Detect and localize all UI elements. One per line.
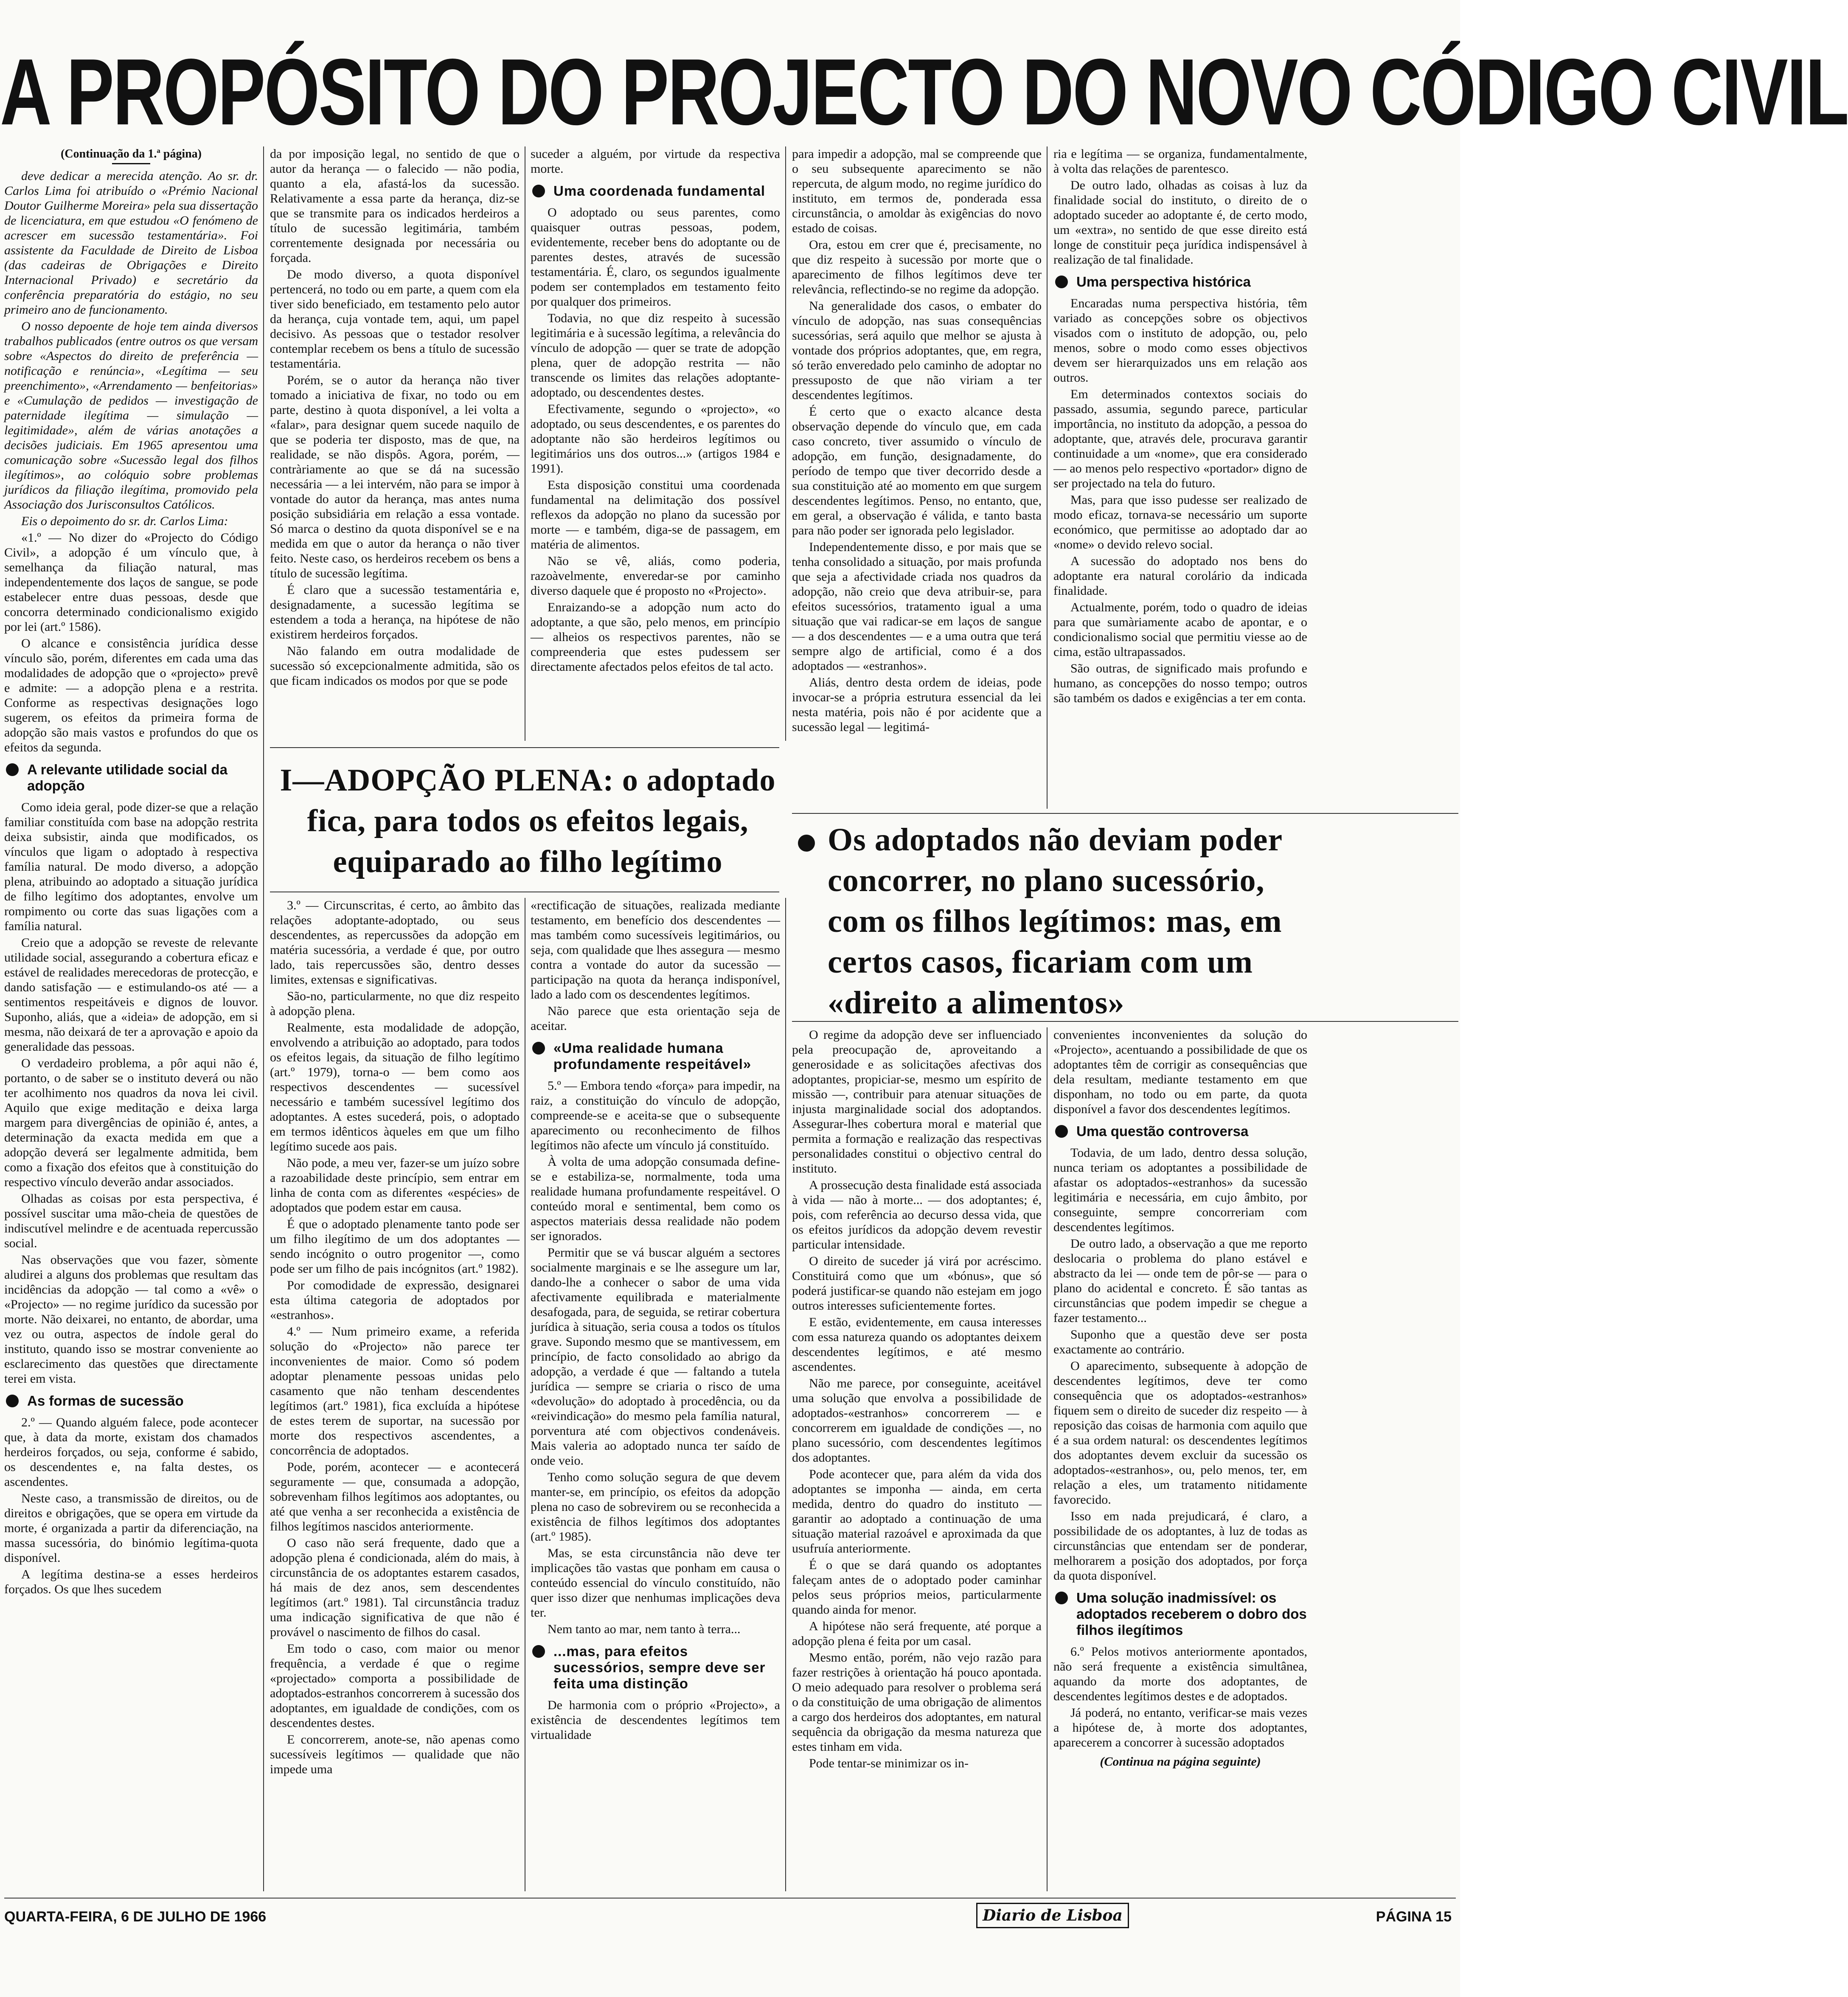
body-paragraph: Esta disposição constitui uma coordenada fundamental na delimitação dos possível reflexos da adopção no plano da sucessão por morte — e também, diga-se de passagem, em matéria de alimentos. <box>531 478 780 551</box>
footer-rule <box>4 1898 1456 1899</box>
body-paragraph: Nem tanto ao mar, nem tanto à terra... <box>548 1622 741 1636</box>
body-paragraph: 5.º — Embora tendo «força» para impedir, na raiz, a constituição do vínculo de adopção, compreende-se e aceita-se que o subsequente aparecimento ou reconhecimento de filhos legítimos não afecte um vínculo já constituído. <box>531 1079 780 1152</box>
masthead-logo: Diario de Lisboa <box>976 1903 1129 1928</box>
bullet-icon <box>532 1042 545 1055</box>
body-paragraph: Creio que a adopção se reveste de relevante utilidade social, assegurando a cobertura eficaz e estável de realidades merecedoras de protecção, e dando satisfação — e estimulando-os até — a sentimentos respeitáveis e dignos de louvor. Suponho, aliás, que a «ideia» de adopção, em si mesma, não deixará de ter a aprovação e apoio da generalidade das pessoas. <box>4 936 258 1054</box>
body-paragraph: Não pode, a meu ver, fazer-se um juízo sobre a razoabilidade deste princípio, sem entrar em linha de conta com as diferentes «espécies» de adoptados que podem estar em causa. <box>270 1156 520 1215</box>
body-paragraph: E concorrerem, anote-se, não apenas como sucessíveis legítimos — qualidade que não impede uma <box>270 1733 520 1776</box>
body-paragraph: da por imposição legal, no sentido de que o autor da herança — o falecido — não podia, quanto a ela, afastá-los da sucessão. Relativamente a essa parte da herança, diz-se que se transmite para os indicados herdeiros a título de sucessão legitimária, também correntemente designada por necessária ou forçada. <box>270 147 520 265</box>
section-rule <box>792 1021 1458 1022</box>
column-5-upper <box>1053 146 1307 809</box>
body-paragraph: Neste caso, a transmissão de direitos, ou de direitos e obrigações, que se opera em virtude da morte, é organizada a partir da diferenciação, na massa sucessória, do binómio legítima-quota disponível. <box>4 1491 258 1565</box>
body-paragraph: Tenho como solução segura de que devem manter-se, em princípio, os efeitos da adopção plena no caso de sobrevirem ou se reconhecida a existência de filhos legítimos dos adoptantes (art.º 1985). <box>531 1470 780 1544</box>
body-paragraph: O direito de suceder já virá por acréscimo. Constituirá como que um «bónus», que só poderá justificar-se quando não estejam em jogo outros interesses suficientemente fortes. <box>792 1254 1042 1313</box>
column-4-lower <box>792 1027 1042 1891</box>
body-paragraph: Mesmo então, porém, não vejo razão para fazer restrições à orientação há pouco apontada. O meio adequado para resolver o problema será o da constituição de uma obrigação de alimentos a cargo dos herdeiros dos adoptantes, em natural sequência da obrigação da mesma natureza que estes tinham em vida. <box>792 1651 1042 1754</box>
body-paragraph: De outro lado, olhadas as coisas à luz da finalidade social do instituto, o direito de o adoptado suceder ao adoptante é, de certo modo, um «extra», no sentido de que esse direito está longe de constituir peça jurídica indispensável à realização de tal finalidade. <box>1053 178 1307 267</box>
body-paragraph: De harmonia com o próprio «Projecto», a existência de descendentes legítimos tem virtualidade <box>531 1698 780 1742</box>
body-paragraph: Não me parece, por conseguinte, aceitável uma solução que envolva a possibilidade de adoptados-«estranhos» concorrerem — e concorrerem em igualdade de condições —, no plano sucessório, com descendentes legítimos dos adoptantes. <box>792 1376 1042 1465</box>
subheading: Uma questão controversa <box>1053 1123 1307 1139</box>
body-paragraph: O aparecimento, subsequente à adopção de descendentes legítimos, deve ter como consequência que os adoptados-«estranhos» fiquem sem o direito de suceder diz respeito — à reposição das coisas de harmonia com aquilo que é a sua ordem natural: os descendentes legítimos dos adoptantes devem excluir da sucessão os adoptados-«estranhos», ou, pelo menos, ter, em relação a eles, um tratamento nitidamente favorecido. <box>1053 1359 1307 1507</box>
column-rule <box>1047 146 1048 809</box>
body-paragraph: A sucessão do adoptado nos bens do adoptante era natural corolário da indicada finalidade. <box>1053 554 1307 598</box>
body-paragraph: Nas observações que vou fazer, sòmente aludirei a alguns dos problemas que resultam das incidências da adopção — tal como a «vê» o «Projecto» — no regime jurídico da sucessão por morte. Não deixarei, no entanto, de abordar, uma vez ou outra, aspectos de índole geral do instituto, quando isso se mostrar conveniente ao esclarecimento das questões que directamente terei em vista. <box>4 1253 258 1386</box>
body-paragraph: Pode, porém, acontecer — e acontecerá seguramente — que, consumada a adopção, sobrevenham filhos legítimos aos adoptantes, ou até que venha a ser reconhecida a existência de filhos legítimos nascidos anteriormente. <box>270 1460 520 1533</box>
column-1 <box>4 146 258 1891</box>
bullet-icon <box>532 1645 545 1658</box>
body-paragraph: Isso em nada prejudicará, é claro, a possibilidade de os adoptantes, à luz de todas as circunstâncias que entendam ser de ponderar, melhorarem a posição dos adoptados, por força da quota disponível. <box>1053 1509 1307 1583</box>
intro-paragraph: Eis o depoimento do sr. dr. Carlos Lima: <box>21 514 228 528</box>
body-paragraph: Actualmente, porém, todo o quadro de ideias para que sumàriamente acabo de apontar, e o condicionalismo social que permitiu viesse ao de cima, estão ultrapassados. <box>1053 600 1307 659</box>
body-paragraph: Mas, se esta circunstância não deve ter implicações tão vastas que ponham em causa o conteúdo essencial do vínculo constituído, não quer isso dizer que nenhumas implicações deva ter. <box>531 1546 780 1620</box>
subheading: Uma solução inadmissível: os adoptados receberem o dobro dos filhos ilegítimos <box>1053 1590 1307 1638</box>
bullet-icon <box>1055 1592 1068 1604</box>
body-paragraph: Independentemente disso, e por mais que se tenha consolidado a situação, por mais profunda que seja a afectividade criada nos quadros da adopção, não creio que deva atribuir-se, para efeitos sucessórios, tratamento igual a uma situação que vai radicar-se em laços de sangue — a dos descendentes — e a uma outra que terá sempre algo de artificial, como é a dos adoptados — «estranhos». <box>792 540 1042 673</box>
body-paragraph: 4.º — Num primeiro exame, a referida solução do «Projecto» não parece ter inconvenientes de maior. Como só podem adoptar plenamente pessoas unidas pelo casamento que não tenham descendentes legítimos (art.º 1981), fica excluída a hipótese de estes terem de suportar, na sucessão por morte dos respectivos ascendentes, a concorrência de adoptados. <box>270 1325 520 1457</box>
continuation-note: (Continua na página seguinte) <box>1100 1755 1261 1769</box>
page-headline: A PROPÓSITO DO PROJECTO DO NOVO CÓDIGO CIVIL <box>0 39 1848 145</box>
body-paragraph: Por comodidade de expressão, designarei esta última categoria de adoptados por «estranhos». <box>270 1278 520 1322</box>
body-paragraph: O adoptado ou seus parentes, como quaisquer outras pessoas, podem, evidentemente, receber bens do adoptante ou de parentes destes, através de sucessão testamentária. É, claro, os segundos igualmente podem ser contemplados em testamento feito por qualquer dos primeiros. <box>531 205 780 309</box>
body-paragraph: Aliás, dentro desta ordem de ideias, pode invocar-se a própria estrutura essencial da lei nesta matéria, pois não é por acidente que a sucessão legal — legitimá- <box>792 675 1042 734</box>
body-paragraph: 3.º — Circunscritas, é certo, ao âmbito das relações adoptante-adoptado, ou seus descendentes, as repercussões da adopção em matéria sucessória, a verdade é que, por outro lado, tais repercussões são, dentro desses limites, extensas e significativas. <box>270 898 520 987</box>
footer-date: QUARTA-FEIRA, 6 DE JULHO DE 1966 <box>4 1909 267 1925</box>
section-headline: I—ADOPÇÃO PLENA: o adoptado fica, para todos os efeitos legais, equiparado ao filho legítimo <box>280 763 776 879</box>
column-rule <box>785 146 786 741</box>
intro-paragraph: O nosso depoente de hoje tem ainda diversos trabalhos publicados (entre outros os que versam sobre «Aspectos do direito de preferência — notificação e renúncia», «Legítima — seu preenchimento», «Arrendamento — benfeitorias» e «Cumulação de pedidos — investigação de paternidade ilegítima — simulação — legitimidade», além de várias anotações a decisões judiciais. Em 1965 apresentou uma comunicação sobre «Sucessão legal dos filhos ilegítimos», ao colóquio sobre problemas jurídicos da filiação ilegítima, promovido pela Associação dos Jurisconsultos Católicos. <box>4 319 258 512</box>
column-3-upper <box>531 146 780 743</box>
body-paragraph: Não falando em outra modalidade de sucessão só excepcionalmente admitida, são os que ficam indicados os modos por que se pode <box>270 644 520 688</box>
body-paragraph: ria e legítima — se organiza, fundamentalmente, à volta das relações de parentesco. <box>1053 147 1307 176</box>
subheading: A relevante utilidade social da adopção <box>4 762 258 794</box>
column-3-lower <box>531 898 780 1891</box>
section-rule <box>792 813 1458 814</box>
body-paragraph: Não parece que esta orientação seja de aceitar. <box>531 1004 780 1033</box>
continuation-note: (Continuação da 1.ª página) <box>4 146 258 164</box>
body-paragraph: É certo que o exacto alcance desta observação depende do vínculo que, em cada caso concreto, tiver assumido o vínculo de adopção, em função, designadamente, do período de tempo que tiver decorrido desde a sua constituição até ao momento em que surgem descendentes legítimos. Penso, no entanto, que, em geral, a observação é válida, e tanto basta para não poder ser ignorada pelo legislador. <box>792 405 1042 537</box>
subheading: Uma perspectiva histórica <box>1053 274 1307 290</box>
body-paragraph: E estão, evidentemente, em causa interesses com essa natureza quando os adoptantes deixem descendentes legítimos, e até mesmo ascendentes. <box>792 1315 1042 1374</box>
body-paragraph: É o que se dará quando os adoptantes faleçam antes de o adoptado poder caminhar pelos seus próprios meios, particularmente quando ainda for menor. <box>792 1558 1042 1617</box>
body-paragraph: 6.º Pelos motivos anteriormente apontados, não será frequente a existência simultânea, aquando da morte dos adoptantes, de descendentes legítimos destes e de adoptados. <box>1053 1645 1307 1703</box>
body-paragraph: Porém, se o autor da herança não tiver tomado a iniciativa de fixar, no todo ou em parte, destino à quota disponível, a lei volta a «falar», para designar quem sucede naquilo de que se poderia ter disposto, mas de que, na realidade, se não dispôs. Agora, porém, — contràriamente ao que se dá na sucessão necessária — a lei intervém, não para se impor à vontade do autor da herança, mas antes numa posição subsidiária em relação a essa vontade. Só marca o destino da quota disponível se e na medida em que o autor da herança o não tiver feito. Neste caso, os herdeiros recebem os bens a título de sucessão legítima. <box>270 373 520 580</box>
subheading: «Uma realidade humana profundamente respeitável» <box>531 1040 780 1072</box>
column-4-upper <box>792 146 1042 809</box>
section-headline: Os adoptados não deviam poder concorrer, no plano sucessório, com os filhos legítimos: mas, em certos casos, ficariam com um «direito a alimentos» <box>798 819 1456 1023</box>
footer-page-number: PÁGINA 15 <box>1376 1909 1452 1925</box>
body-paragraph: Como ideia geral, pode dizer-se que a relação familiar constituída com base na adopção restrita deixa subsistir, ainda que modificados, os vínculos que ligam o adoptado à respectiva família natural. De modo diverso, a adopção plena, atribuindo ao adoptado a situação jurídica de filho legítimo dos adoptantes, envolve um rompimento ou corte das suas ligações com a família natural. <box>4 800 258 933</box>
body-paragraph: suceder a alguém, por virtude da respectiva morte. <box>531 147 780 176</box>
bullet-icon <box>1055 1125 1068 1138</box>
body-paragraph: Suponho que a questão deve ser posta exactamente ao contrário. <box>1053 1328 1307 1356</box>
body-paragraph: Realmente, esta modalidade de adopção, envolvendo a atribuição ao adoptado, para todos os efeitos legais, da situação de filho legítimo (art.º 1979), torna-o — bem como aos respectivos descendentes — sucessível necessário e também sucessível legítimo dos adoptantes. A estes sucederá, pois, o adoptado em termos idênticos àqueles em que um filho legítimo sucede aos pais. <box>270 1021 520 1153</box>
body-paragraph: Todavia, no que diz respeito à sucessão legitimária e à sucessão legítima, a relevância do vínculo de adopção — quer se trate de adopção plena, quer de adopção restrita — não transcende os limites das relações adoptante-adoptado, ou descendentes destes. <box>531 311 780 399</box>
column-2-upper <box>270 146 520 743</box>
body-paragraph: Pode tentar-se minimizar os in- <box>809 1756 969 1770</box>
body-paragraph: Em todo o caso, com maior ou menor frequência, a verdade é que o regime «projectado» comporta a possibilidade de adoptados-estranhos concorrerem à sucessão dos adoptantes, em igualdade de condições, com os descendentes destes. <box>270 1642 520 1730</box>
subheading: Uma coordenada fundamental <box>531 183 780 199</box>
column-rule <box>1047 1027 1048 1891</box>
body-paragraph: O caso não será frequente, dado que a adopção plena é condicionada, além do mais, à circunstância de os adoptantes estarem casados, há mais de dez anos, sem descendentes legítimos (art.º 1981). Tal circunstância traduz uma indicação significativa de que não é provável o nascimento de filhos do casal. <box>270 1536 520 1639</box>
body-paragraph: «rectificação de situações, realizada mediante testamento, em benefício dos descendentes — mas também como sucessíveis legitimários, ou seja, com qualidade que lhes assegura — mesmo contra a vontade do autor da sucessão — participação na quota da herança indisponível, lado a lado com os descendentes legítimos. <box>531 898 780 1001</box>
bullet-icon <box>6 1395 19 1407</box>
body-paragraph: convenientes inconvenientes da solução do «Projecto», acentuando a possibilidade de que os adoptantes têm de corrigir as consequências que dela resultam, mediante testamento em que disponham, no todo ou em parte, da quota disponível a favor dos descendentes legítimos. <box>1053 1028 1307 1116</box>
body-paragraph: O verdadeiro problema, a pôr aqui não é, portanto, o de saber se o instituto deverá ou não ter acolhimento nos quadros da nova lei civil. Aquilo que exige meditação e deixa larga margem para divergências de opinião é, antes, a determinação da exacta medida em que a adopção deverá ser legalmente admitida, bem como a fixação dos efeitos que à constituição do respectivo vínculo deverão andar associados. <box>4 1056 258 1189</box>
body-paragraph: O regime da adopção deve ser influenciado pela preocupação de, aproveitando a generosidade e as solicitações afectivas dos adoptantes, propiciar-se, mesmo um espírito de missão —, contribuir para atenuar situações de injusta marginalidade social dos adoptandos. Assegurar-lhes cobertura moral e material que permita a formação e realização das respectivas personalidades constitui o objectivo central do instituto. <box>792 1028 1042 1176</box>
body-paragraph: Pode acontecer que, para além da vida dos adoptantes se imponha — ainda, em certa medida, dentro do quadro do instituto — garantir ao adoptado a continuação de uma situação material razoável e aproximada da que usufruía anteriormente. <box>792 1467 1042 1555</box>
subheading: ...mas, para efeitos sucessórios, sempre deve ser feita uma distinção <box>531 1643 780 1692</box>
body-paragraph: Não se vê, aliás, como poderia, razoàvelmente, enveredar-se por caminho diverso daquele que é proposto no «Projecto». <box>531 554 780 598</box>
body-paragraph: Enraizando-se a adopção num acto do adoptante, a que são, pelo menos, em princípio — alheios os respectivos parentes, não se compreenderia que estes pudessem ser directamente afectados pelos efeitos de tal acto. <box>531 600 780 674</box>
column-5-lower <box>1053 1027 1307 1891</box>
body-paragraph: O alcance e consistência jurídica desse vínculo são, porém, diferentes em cada uma das modalidades de adopção que o «projecto» prevê e admite: — a adopção plena e a restrita. Conforme as respectivas designações logo sugerem, os efeitos da primeira forma de adopção são mais vastos e profundos do que os efeitos da segunda. <box>4 636 258 754</box>
body-paragraph: São-no, particularmente, no que diz respeito à adopção plena. <box>270 989 520 1018</box>
body-paragraph: Mas, para que isso pudesse ser realizado de modo eficaz, tornava-se necessário um suporte económico, que permitisse ao adoptado dar ao «nome» o devido relevo social. <box>1053 493 1307 551</box>
body-paragraph: Encaradas numa perspectiva história, têm variado as concepções sobre os objectivos visados com o instituto de adopção, ou, pelo menos, sobre o modo como esses objectivos devem ser hierarquizados uns em relação aos outros. <box>1053 296 1307 385</box>
body-paragraph: A prossecução desta finalidade está associada à vida — não à morte... — dos adoptantes; é, pois, com referência ao decurso dessa vida, que os efeitos jurídicos da adopção devem revestir particular intensidade. <box>792 1178 1042 1252</box>
bullet-icon <box>532 185 545 197</box>
body-paragraph: Ora, estou em crer que é, precisamente, no que diz respeito à sucessão por morte que o aparecimento de filhos legítimos deve ter relevância, reflectindo-se no regime da adopção. <box>792 238 1042 296</box>
body-paragraph: São outras, de significado mais profundo e humano, as concepções do nosso tempo; outros são também os dados e exigências a ter em conta. <box>1053 661 1307 705</box>
body-paragraph: 2.º — Quando alguém falece, pode acontecer que, à data da morte, existam dos chamados herdeiros forçados, ou seja, conforme é sabido, os descendentes e, na falta destes, os ascendentes. <box>4 1415 258 1489</box>
body-paragraph: «1.º — No dizer do «Projecto do Código Civil», a adopção é um vínculo que, à semelhança da filiação natural, mas independentemente dos laços de sangue, se pode estabelecer entre duas pessoas, desde que concorra determinado condicionalismo exigido por lei (art.º 1586). <box>4 531 258 634</box>
intro-paragraph: deve dedicar a merecida atenção. Ao sr. dr. Carlos Lima foi atribuído o «Prémio Nacional Doutor Guilherme Moreira» pela sua dissertação de licenciatura, em que estudou «O fenómeno de acrescer em sucessão testamentária». Foi assistente da Faculdade de Direito de Lisboa (das cadeiras de Obrigações e Direito Internacional Privado) e secretário da conferência preparatória do estágio, no seu primeiro ano de funcionamento. <box>4 169 258 317</box>
column-rule <box>785 898 786 1891</box>
body-paragraph: A legítima destina-se a esses herdeiros forçados. Os que lhes sucedem <box>4 1567 258 1596</box>
bullet-icon <box>798 835 815 852</box>
section-rule <box>270 747 779 748</box>
body-paragraph: para impedir a adopção, mal se compreende que o seu subsequente aparecimento se não repercuta, de algum modo, no regime jurídico do instituto, em termos de, ponderada essa circunstância, o amoldar às exigências do novo estado de coisas. <box>792 147 1042 235</box>
body-paragraph: A hipótese não será frequente, até porque a adopção plena é feita por um casal. <box>792 1619 1042 1648</box>
body-paragraph: Em determinados contextos sociais do passado, assumia, segundo parece, particular importância, no instituto da adopção, a pessoa do adoptante, que, através dele, procurava garantir continuidade a um «nome», que era considerado — ao menos pelo respectivo «portador» digno de ser projectado na tela do futuro. <box>1053 387 1307 490</box>
body-paragraph: É claro que a sucessão testamentária e, designadamente, a sucessão legítima se estendem a toda a herança, na hipótese de não existirem herdeiros forçados. <box>270 583 520 641</box>
body-paragraph: Na generalidade dos casos, o embater do vínculo de adopção, nas suas consequências sucessórias, será aquilo que melhor se ajusta à vontade dos próprios adoptantes, que, em regra, só terão enveredado pelo caminho de adoptar no pressuposto de que não viriam a ter descendentes legítimos. <box>792 299 1042 402</box>
body-paragraph: Efectivamente, segundo o «projecto», «o adoptado, ou seus descendentes, e os parentes do adoptante não são herdeiros legítimos ou legitimários uns dos outros...» (artigos 1984 e 1991). <box>531 402 780 475</box>
body-paragraph: Todavia, de um lado, dentro dessa solução, nunca teriam os adoptantes a possibilidade de afastar os adoptados-«estranhos» da sucessão legitimária e necessária, em cujo âmbito, por conseguinte, sempre concorreriam com descendentes legítimos. <box>1053 1146 1307 1234</box>
body-paragraph: Já poderá, no entanto, verificar-se mais vezes a hipótese de, à morte dos adoptantes, aparecerem a concorrer à sucessão adoptados <box>1053 1706 1307 1749</box>
bullet-icon <box>1055 276 1068 288</box>
body-paragraph: Olhadas as coisas por esta perspectiva, é possível suscitar uma mão-cheia de questões de indiscutível melindre e de acentuada repercussão social. <box>4 1192 258 1250</box>
body-paragraph: Permitir que se vá buscar alguém a sectores socialmente marginais e se lhe assegure um lar, dando-lhe a conhecer o sabor de uma vida afectivamente equilibrada e materialmente desafogada, para, de seguida, se retirar cobertura jurídica à situação, seria cousa a todos os títulos grave. Supondo mesmo que se mantivessem, em princípio, de facto consolidado ao abrigo da adopção, a verdade é que — faltando a tutela jurídica — sempre se criaria o risco de uma «devolução» do adoptado à procedência, ou da «reivindicação» do mesmo pela família natural, porventura até com objectivos condenáveis. Mais valeria ao adoptado nunca ter saído de onde veio. <box>531 1246 780 1468</box>
body-paragraph: É que o adoptado plenamente tanto pode ser um filho ilegítimo de um dos adoptantes — sendo incógnito o outro progenitor —, como pode ser um filho de pais incógnitos (art.º 1982). <box>270 1217 520 1276</box>
body-paragraph: À volta de uma adopção consumada define-se e estabiliza-se, normalmente, toda uma realidade humana profundamente respeitável. O conteúdo moral e sentimental, bem como os aspectos materiais dessa realidade não podem ser ignorados. <box>531 1155 780 1243</box>
subheading: As formas de sucessão <box>4 1393 258 1409</box>
body-paragraph: De modo diverso, a quota disponível pertencerá, no todo ou em parte, a quem com ela tiver sido beneficiado, em testamento pelo autor da herança, cuja vontade tem, aqui, um papel decisivo. As pessoas que o testador resolver contemplar recebem os bens a título de sucessão testamentária. <box>270 267 520 371</box>
body-paragraph: De outro lado, a observação a que me reporto deslocaria o problema do plano estável e abstracto da lei — onde tem de pôr-se — para o plano do acidental e concreto. É são tantas as circunstâncias que podem impedir se chegue a fazer testamento... <box>1053 1237 1307 1325</box>
column-rule <box>263 146 264 1891</box>
bullet-icon <box>6 763 19 776</box>
column-2-lower <box>270 898 520 1891</box>
